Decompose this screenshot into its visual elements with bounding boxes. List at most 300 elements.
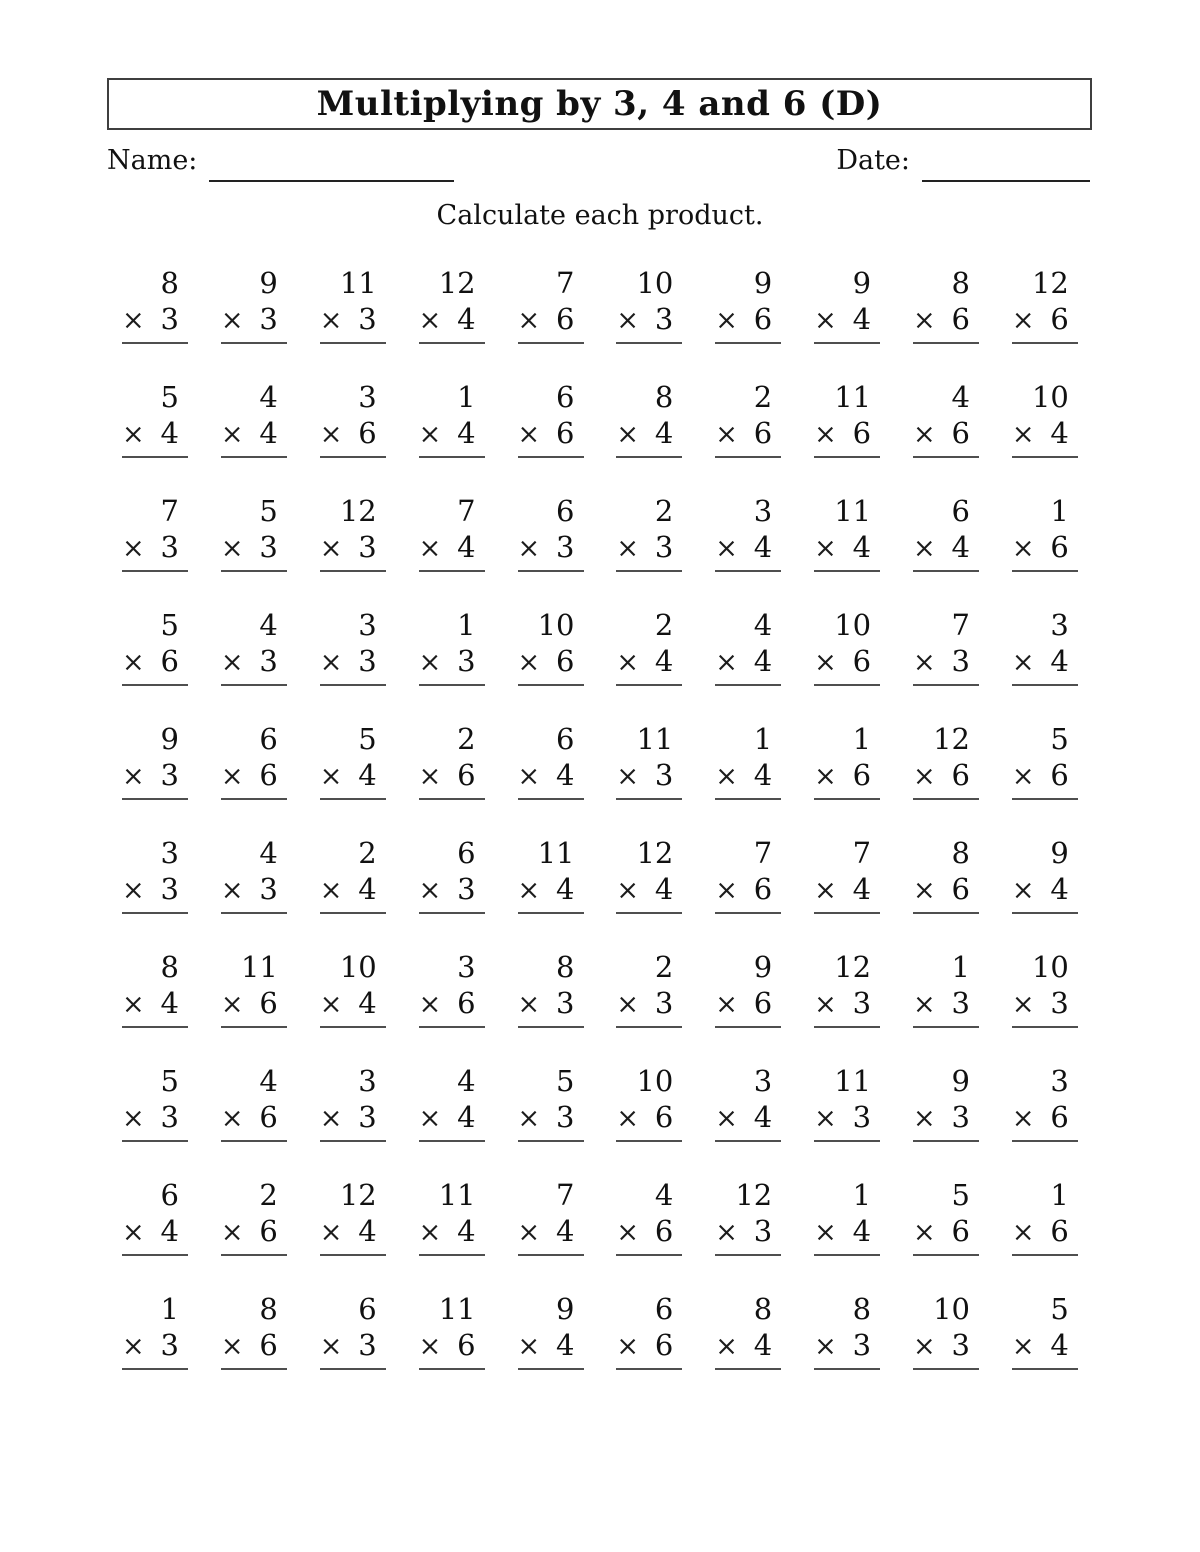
multiplicand: 6	[160, 1178, 179, 1212]
multiplier: 6	[556, 302, 575, 336]
answer-space[interactable]	[1012, 456, 1078, 492]
answer-space[interactable]	[221, 1368, 287, 1404]
multiplier: 4	[654, 872, 674, 906]
times-sign: ×	[122, 419, 145, 450]
multiplier-row	[518, 643, 584, 680]
multiplicand: 12	[636, 836, 674, 870]
multiplier-row	[221, 643, 287, 680]
multiplication-problem	[419, 494, 485, 608]
multiplicand: 7	[951, 608, 970, 642]
answer-space[interactable]	[913, 1140, 979, 1176]
answer-space[interactable]	[518, 1254, 584, 1290]
problem-row	[122, 380, 1078, 494]
answer-space[interactable]	[122, 570, 188, 606]
answer-space[interactable]	[419, 570, 485, 606]
multiplication-problem	[320, 950, 386, 1064]
multiplier-row	[221, 1213, 287, 1250]
answer-space[interactable]	[419, 342, 485, 378]
multiplication-problem	[122, 836, 188, 950]
multiplier-row	[616, 1213, 682, 1250]
multiplier: 3	[852, 986, 872, 1020]
multiplier: 4	[852, 530, 872, 564]
answer-space[interactable]	[320, 456, 386, 492]
times-sign: ×	[418, 761, 442, 792]
answer-space[interactable]	[814, 1140, 880, 1176]
answer-space[interactable]	[913, 798, 979, 834]
multiplier: 4	[1050, 644, 1069, 678]
multiplier: 6	[654, 1214, 674, 1248]
answer-space[interactable]	[1012, 570, 1078, 606]
multiplier: 6	[753, 302, 773, 336]
multiplier-row	[913, 415, 979, 452]
multiplication-problem	[616, 836, 682, 950]
multiplier-row	[814, 1327, 880, 1364]
answer-space[interactable]	[221, 798, 287, 834]
multiplication-problem	[518, 950, 584, 1064]
multiplier-row	[419, 1099, 485, 1136]
answer-space[interactable]	[221, 1026, 287, 1062]
multiplicand: 6	[556, 722, 575, 756]
answer-space[interactable]	[419, 1254, 485, 1290]
multiplication-problem	[419, 950, 485, 1064]
multiplier-row	[814, 871, 880, 908]
multiplier: 3	[457, 872, 476, 906]
answer-space[interactable]	[814, 912, 880, 948]
answer-space[interactable]	[814, 1026, 880, 1062]
answer-space[interactable]	[419, 684, 485, 720]
multiplier: 4	[1050, 1328, 1069, 1362]
times-sign: ×	[616, 647, 639, 678]
answer-space[interactable]	[715, 1140, 781, 1176]
times-sign: ×	[319, 305, 343, 336]
answer-space[interactable]	[518, 912, 584, 948]
multiplicand: 1	[852, 1178, 872, 1212]
answer-space[interactable]	[320, 1368, 386, 1404]
multiplier: 3	[259, 872, 278, 906]
answer-space[interactable]	[913, 342, 979, 378]
answer-space[interactable]	[913, 570, 979, 606]
problem-row	[122, 836, 1078, 950]
name-group	[107, 146, 454, 176]
multiplier-row	[715, 871, 781, 908]
multiplier-row	[913, 985, 979, 1022]
multiplier-row	[1012, 985, 1078, 1022]
multiplication-problem	[518, 380, 584, 494]
times-sign: ×	[418, 875, 442, 906]
answer-space[interactable]	[320, 1254, 386, 1290]
multiplicand: 7	[753, 836, 773, 870]
multiplier-row	[518, 529, 584, 566]
answer-space[interactable]	[913, 1254, 979, 1290]
multiplier: 3	[556, 986, 575, 1020]
multiplication-problem	[221, 1178, 287, 1292]
answer-space[interactable]	[122, 1368, 188, 1404]
times-sign: ×	[913, 1217, 936, 1248]
answer-space[interactable]	[221, 1254, 287, 1290]
multiplier: 6	[654, 1100, 674, 1134]
multiplier: 6	[1050, 758, 1069, 792]
answer-space[interactable]	[913, 456, 979, 492]
multiplier: 3	[160, 1328, 179, 1362]
multiplier-row	[320, 985, 386, 1022]
multiplication-problem	[419, 836, 485, 950]
multiplication-problem	[1012, 494, 1078, 608]
times-sign: ×	[122, 305, 145, 336]
answer-space[interactable]	[122, 1140, 188, 1176]
multiplicand: 6	[556, 380, 575, 414]
answer-space[interactable]	[616, 570, 682, 606]
multiplier-row	[518, 301, 584, 338]
answer-space[interactable]	[616, 1026, 682, 1062]
answer-space[interactable]	[1012, 1254, 1078, 1290]
times-sign: ×	[1011, 875, 1035, 906]
problem-row	[122, 1178, 1078, 1292]
answer-space[interactable]	[419, 1368, 485, 1404]
times-sign: ×	[418, 1331, 442, 1362]
answer-space[interactable]	[518, 1026, 584, 1062]
answer-space[interactable]	[715, 798, 781, 834]
answer-space[interactable]	[122, 1254, 188, 1290]
multiplication-problem	[616, 1064, 682, 1178]
multiplier: 3	[457, 644, 476, 678]
answer-space[interactable]	[518, 1368, 584, 1404]
multiplier-row	[122, 757, 188, 794]
answer-space[interactable]	[419, 1140, 485, 1176]
answer-space[interactable]	[715, 912, 781, 948]
times-sign: ×	[418, 647, 442, 678]
multiplier: 3	[654, 302, 674, 336]
answer-space[interactable]	[814, 684, 880, 720]
answer-space[interactable]	[616, 798, 682, 834]
multiplier-row	[419, 1213, 485, 1250]
answer-space[interactable]	[715, 684, 781, 720]
multiplicand: 3	[358, 1064, 377, 1098]
answer-space[interactable]	[122, 342, 188, 378]
multiplication-problem	[616, 722, 682, 836]
multiplier: 3	[160, 302, 179, 336]
answer-space[interactable]	[122, 1026, 188, 1062]
answer-space[interactable]	[1012, 1026, 1078, 1062]
answer-space[interactable]	[1012, 912, 1078, 948]
multiplier-row	[616, 415, 682, 452]
times-sign: ×	[517, 761, 541, 792]
multiplication-problem	[518, 836, 584, 950]
multiplicand: 11	[339, 266, 377, 300]
times-sign: ×	[913, 305, 936, 336]
multiplier-row	[715, 1327, 781, 1364]
answer-space[interactable]	[1012, 798, 1078, 834]
multiplier: 6	[1050, 530, 1069, 564]
multiplicand: 8	[160, 950, 179, 984]
times-sign: ×	[715, 419, 738, 450]
multiplication-problem	[913, 494, 979, 608]
times-sign: ×	[122, 1103, 145, 1134]
multiplier: 6	[457, 986, 476, 1020]
answer-space[interactable]	[221, 912, 287, 948]
answer-space[interactable]	[814, 798, 880, 834]
multiplier-row	[122, 1213, 188, 1250]
times-sign: ×	[418, 989, 442, 1020]
multiplication-problem	[221, 1064, 287, 1178]
answer-space[interactable]	[419, 456, 485, 492]
multiplication-problem	[122, 380, 188, 494]
multiplier: 3	[852, 1328, 872, 1362]
multiplicand: 4	[457, 1064, 476, 1098]
multiplicand: 1	[852, 722, 872, 756]
answer-space[interactable]	[814, 570, 880, 606]
multiplicand: 11	[438, 1178, 476, 1212]
multiplication-problem	[715, 1064, 781, 1178]
multiplicand: 1	[951, 950, 970, 984]
multiplicand: 2	[259, 1178, 278, 1212]
multiplicand: 3	[160, 836, 179, 870]
multiplication-problem	[122, 494, 188, 608]
multiplicand: 7	[457, 494, 476, 528]
answer-space[interactable]	[1012, 1368, 1078, 1404]
multiplication-problem	[221, 950, 287, 1064]
multiplier-row	[814, 643, 880, 680]
multiplicand: 8	[556, 950, 575, 984]
title-box	[107, 78, 1092, 130]
times-sign: ×	[1011, 761, 1035, 792]
multiplier-row	[616, 871, 682, 908]
multiplier: 6	[951, 872, 970, 906]
answer-space[interactable]	[616, 1368, 682, 1404]
multiplication-problem	[814, 1292, 880, 1406]
answer-space[interactable]	[419, 912, 485, 948]
multiplier-row	[814, 415, 880, 452]
answer-space[interactable]	[715, 1254, 781, 1290]
multiplier: 4	[753, 1328, 773, 1362]
multiplier: 4	[753, 644, 773, 678]
answer-space[interactable]	[814, 456, 880, 492]
multiplier-row	[518, 985, 584, 1022]
multiplier: 4	[753, 530, 773, 564]
multiplier-row	[221, 415, 287, 452]
date-group	[836, 146, 1090, 176]
multiplication-problem	[122, 1292, 188, 1406]
times-sign: ×	[418, 533, 442, 564]
answer-space[interactable]	[221, 684, 287, 720]
times-sign: ×	[220, 305, 244, 336]
answer-space[interactable]	[320, 342, 386, 378]
times-sign: ×	[1011, 1331, 1035, 1362]
multiplicand: 6	[457, 836, 476, 870]
multiplicand: 4	[654, 1178, 674, 1212]
answer-space[interactable]	[518, 798, 584, 834]
times-sign: ×	[220, 875, 244, 906]
multiplier: 4	[1050, 416, 1069, 450]
multiplier-row	[122, 643, 188, 680]
times-sign: ×	[319, 419, 343, 450]
multiplication-problem	[221, 608, 287, 722]
answer-space[interactable]	[122, 684, 188, 720]
multiplier-row	[814, 757, 880, 794]
multiplicand: 9	[753, 266, 773, 300]
multiplier-row	[518, 1099, 584, 1136]
answer-space[interactable]	[616, 1254, 682, 1290]
answer-space[interactable]	[616, 342, 682, 378]
multiplier-row	[221, 871, 287, 908]
multiplicand: 4	[259, 380, 278, 414]
times-sign: ×	[715, 305, 738, 336]
answer-space[interactable]	[122, 798, 188, 834]
answer-space[interactable]	[814, 1368, 880, 1404]
times-sign: ×	[715, 1103, 738, 1134]
answer-space[interactable]	[419, 1026, 485, 1062]
answer-space[interactable]	[518, 1140, 584, 1176]
answer-space[interactable]	[221, 570, 287, 606]
times-sign: ×	[814, 1217, 837, 1248]
answer-space[interactable]	[1012, 1140, 1078, 1176]
multiplier-row	[715, 415, 781, 452]
times-sign: ×	[418, 305, 442, 336]
answer-space[interactable]	[1012, 342, 1078, 378]
multiplication-problem	[122, 722, 188, 836]
times-sign: ×	[220, 1103, 244, 1134]
answer-space[interactable]	[715, 1368, 781, 1404]
answer-space[interactable]	[913, 1026, 979, 1062]
times-sign: ×	[814, 419, 837, 450]
answer-space[interactable]	[518, 570, 584, 606]
multiplication-problem	[320, 1178, 386, 1292]
answer-space[interactable]	[616, 456, 682, 492]
multiplicand: 2	[654, 608, 674, 642]
multiplier-row	[616, 1099, 682, 1136]
multiplier-row	[1012, 415, 1078, 452]
times-sign: ×	[715, 1331, 738, 1362]
answer-space[interactable]	[913, 1368, 979, 1404]
multiplicand: 3	[358, 380, 377, 414]
multiplier-row	[122, 871, 188, 908]
answer-space[interactable]	[616, 912, 682, 948]
name-input-line[interactable]	[209, 150, 454, 182]
multiplicand: 1	[457, 608, 476, 642]
multiplicand: 12	[933, 722, 970, 756]
multiplicand: 6	[358, 1292, 377, 1326]
multiplier: 3	[753, 1214, 773, 1248]
multiplicand: 6	[259, 722, 278, 756]
multiplier-row	[320, 643, 386, 680]
times-sign: ×	[220, 1331, 244, 1362]
multiplier-row	[715, 985, 781, 1022]
multiplier-row	[616, 301, 682, 338]
multiplier-row	[814, 1099, 880, 1136]
multiplication-problem	[715, 836, 781, 950]
multiplier: 3	[259, 302, 278, 336]
multiplicand: 7	[556, 266, 575, 300]
answer-space[interactable]	[814, 1254, 880, 1290]
times-sign: ×	[517, 875, 541, 906]
times-sign: ×	[913, 761, 936, 792]
multiplication-problem	[913, 608, 979, 722]
answer-space[interactable]	[913, 912, 979, 948]
times-sign: ×	[715, 647, 738, 678]
multiplier: 6	[259, 1328, 278, 1362]
times-sign: ×	[616, 419, 639, 450]
times-sign: ×	[814, 533, 837, 564]
answer-space[interactable]	[518, 342, 584, 378]
answer-space[interactable]	[320, 570, 386, 606]
multiplication-problem	[419, 722, 485, 836]
times-sign: ×	[319, 647, 343, 678]
times-sign: ×	[1011, 989, 1035, 1020]
multiplicand: 11	[537, 836, 575, 870]
multiplier: 6	[852, 416, 872, 450]
answer-space[interactable]	[1012, 684, 1078, 720]
multiplication-problem	[419, 1292, 485, 1406]
multiplier-row	[221, 529, 287, 566]
times-sign: ×	[814, 647, 837, 678]
multiplier-row	[419, 529, 485, 566]
multiplier: 4	[160, 416, 179, 450]
times-sign: ×	[715, 875, 738, 906]
multiplier: 3	[259, 644, 278, 678]
multiplier: 3	[358, 1328, 377, 1362]
multiplication-problem	[419, 266, 485, 380]
answer-space[interactable]	[715, 456, 781, 492]
answer-space[interactable]	[715, 342, 781, 378]
multiplicand: 4	[753, 608, 773, 642]
multiplication-problem	[616, 950, 682, 1064]
answer-space[interactable]	[518, 684, 584, 720]
answer-space[interactable]	[122, 456, 188, 492]
answer-space[interactable]	[221, 456, 287, 492]
multiplier-row	[814, 1213, 880, 1250]
page-title: Multiplying by 3, 4 and 6 (D)	[316, 84, 883, 124]
multiplicand: 9	[160, 722, 179, 756]
answer-space[interactable]	[320, 1026, 386, 1062]
multiplier: 4	[654, 416, 674, 450]
multiplication-problem	[1012, 1292, 1078, 1406]
answer-space[interactable]	[616, 1140, 682, 1176]
multiplier: 6	[259, 986, 278, 1020]
multiplicand: 7	[160, 494, 179, 528]
multiplier: 4	[951, 530, 970, 564]
answer-space[interactable]	[320, 1140, 386, 1176]
answer-space[interactable]	[122, 912, 188, 948]
multiplier-row	[616, 529, 682, 566]
answer-space[interactable]	[320, 798, 386, 834]
answer-space[interactable]	[814, 342, 880, 378]
answer-space[interactable]	[715, 570, 781, 606]
times-sign: ×	[220, 419, 244, 450]
multiplier: 6	[457, 1328, 476, 1362]
multiplication-problem	[122, 1064, 188, 1178]
answer-space[interactable]	[913, 684, 979, 720]
answer-space[interactable]	[320, 912, 386, 948]
times-sign: ×	[814, 305, 837, 336]
times-sign: ×	[715, 989, 738, 1020]
times-sign: ×	[220, 647, 244, 678]
answer-space[interactable]	[715, 1026, 781, 1062]
multiplier: 6	[1050, 302, 1069, 336]
multiplication-problem	[715, 1178, 781, 1292]
multiplication-problem	[1012, 380, 1078, 494]
answer-space[interactable]	[616, 684, 682, 720]
answer-space[interactable]	[320, 684, 386, 720]
multiplier: 4	[556, 1328, 575, 1362]
multiplication-problem	[320, 836, 386, 950]
answer-space[interactable]	[419, 798, 485, 834]
times-sign: ×	[220, 1217, 244, 1248]
answer-space[interactable]	[518, 456, 584, 492]
answer-space[interactable]	[221, 1140, 287, 1176]
multiplicand: 5	[951, 1178, 970, 1212]
answer-space[interactable]	[221, 342, 287, 378]
date-input-line[interactable]	[922, 150, 1090, 182]
multiplier: 6	[160, 644, 179, 678]
